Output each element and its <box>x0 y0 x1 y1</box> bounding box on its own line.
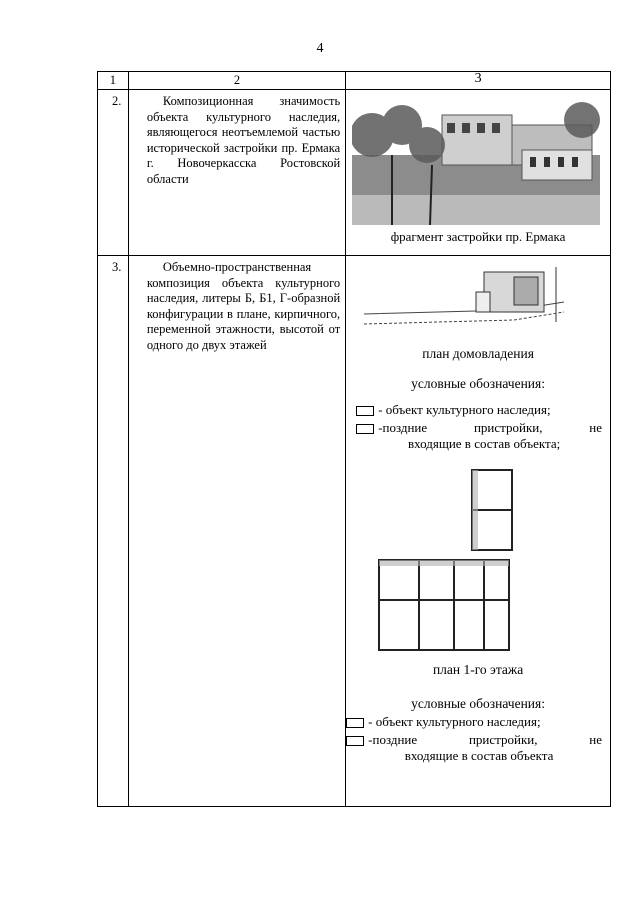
header-col-3: 3 <box>346 72 611 90</box>
street-photo <box>352 95 600 225</box>
legend <box>346 402 610 452</box>
row-description: Объемно-пространственная композиция объекта культурного наследия, литеры Б, Б1, Г-образной конфигурации в плане, кирпичного, переменной этажности, высотой от одного до двух этажей <box>146 260 341 352</box>
legend-item-extensions-cont: входящие в состав объекта <box>404 748 554 763</box>
extension-swatch <box>356 424 374 434</box>
page-number: 4 <box>316 41 324 56</box>
site-plan-drawing <box>364 262 574 342</box>
row-description: Композиционная значимость объекта культурного наследия, являющегося неотъемлемой частью исторической застройки пр. Ермака г. Новочеркасска Ростовской области <box>146 94 341 186</box>
heritage-swatch <box>356 406 374 416</box>
row-number: 2. <box>112 94 122 108</box>
legend-item-extensions-cont: входящие в состав объекта; <box>407 436 561 451</box>
legend-item-heritage: - объект культурного наследия; <box>368 714 541 729</box>
header-col-2: 2 <box>128 72 345 90</box>
header-col-1: 1 <box>98 72 129 90</box>
row-number: 3. <box>112 260 122 274</box>
heritage-swatch <box>346 718 364 728</box>
table-row <box>98 256 611 807</box>
table-row <box>98 90 611 256</box>
legend-item-extensions: -поздние пристройки, не <box>378 420 602 435</box>
legend <box>346 714 610 764</box>
photo-caption: фрагмент застройки пр. Ермака <box>390 229 566 244</box>
site-plan-caption: план домовладения <box>422 346 534 361</box>
legend-title: условные обозначения: <box>411 696 545 711</box>
legend-item-heritage: - объект культурного наследия; <box>378 402 551 417</box>
table-header-row <box>98 72 611 90</box>
legend-item-extensions: -поздние пристройки, не <box>368 732 602 747</box>
floor-plan-caption: план 1-го этажа <box>432 662 524 677</box>
legend-title: условные обозначения: <box>411 376 545 391</box>
heritage-table <box>97 71 611 807</box>
floor-plan-drawing <box>374 460 534 660</box>
extension-swatch <box>346 736 364 746</box>
